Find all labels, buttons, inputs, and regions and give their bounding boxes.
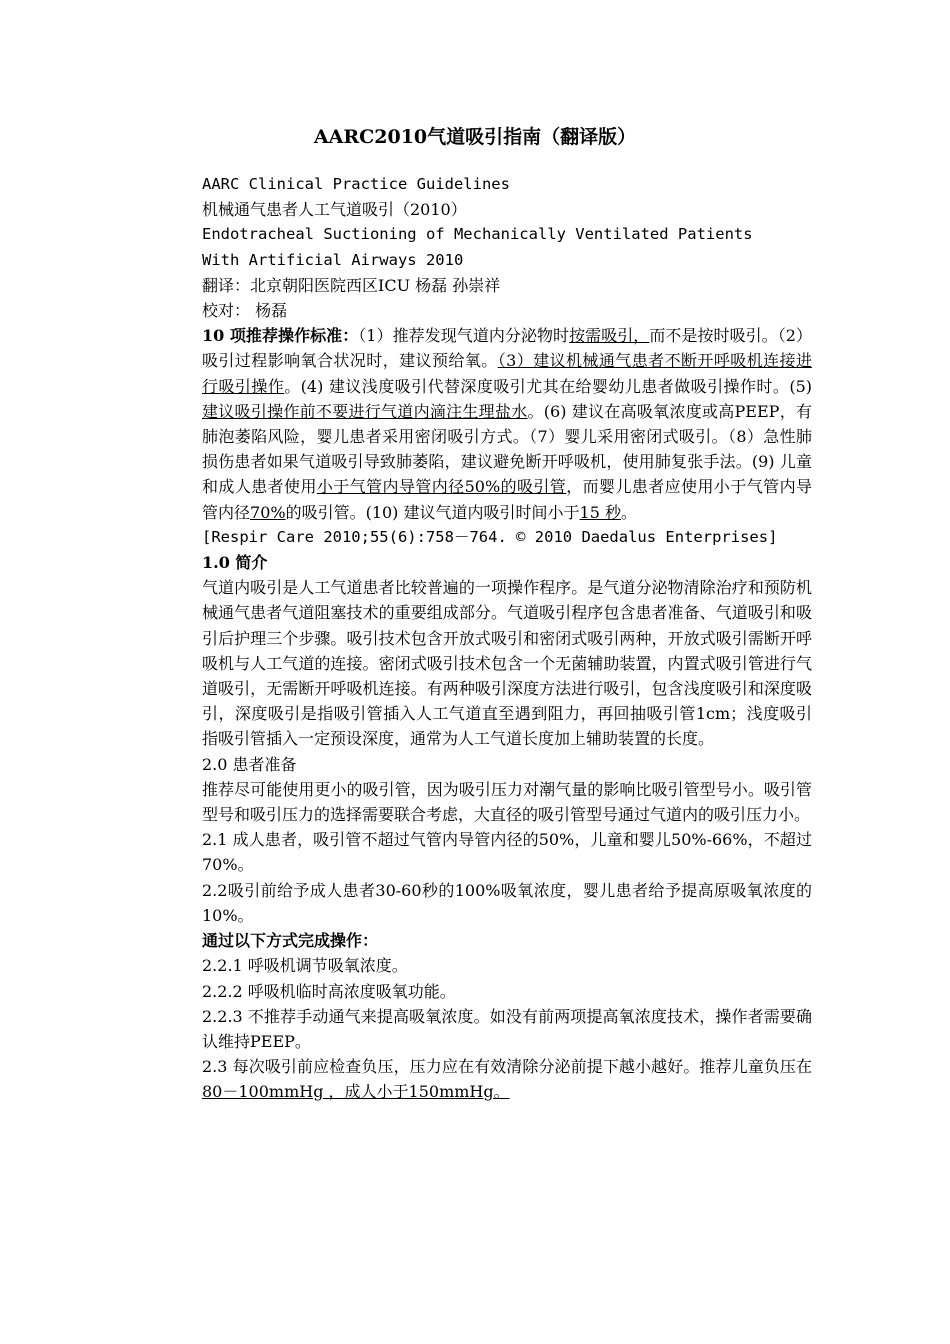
item-2-2-3: 2.2.3 不推荐手动通气来提高吸氧浓度。如没有前两项提高氧浓度技术，操作者需要确认维持PEEP。 (202, 1006, 812, 1051)
document-body (202, 172, 812, 1105)
guideline-name-cn: 机械通气患者人工气道吸引（2010） (202, 200, 467, 220)
item-2-2-2: 2.2.2 呼吸机临时高浓度吸氧功能。 (202, 981, 456, 1001)
guideline-title-en-2: With Artificial Airways 2010 (202, 250, 464, 269)
section-1-text: 气道内吸引是人工气道患者比较普遍的一项操作程序。是气道分泌物清除治疗和预防机械通气患者气道阻塞技术的重要组成部分。气道吸引程序包含患者准备、气道吸引和吸引后护理三个步骤。吸引技术包含开放式吸引和密闭式吸引两种，开放式吸引需断开呼吸机与人工气道的连接。密闭式吸引技术包含一个无菌辅助装置，内置式吸引管进行气道吸引，无需断开呼吸机连接。有两种吸引深度方法进行吸引，包含浅度吸引和深度吸引，深度吸引是指吸引管插入人工气道直至遇到阻力，再回抽吸引管1cm；浅度吸引指吸引管插入一定预设深度，通常为人工气道长度加上辅助装置的长度。 (202, 578, 812, 749)
item-2-3-underline: 80－100mmHg ，成人小于150mmHg。 (202, 1082, 510, 1102)
rec-underline-2: （3）建议机械通气患者不断开呼吸机连接进行吸引操作 (202, 351, 812, 396)
rec-underline-4: 小于气管内导管内径50%的吸引管 (316, 477, 567, 497)
rec-underline-1: 按需吸引， (569, 326, 650, 346)
recommendations-heading: 10 项推荐操作标准： (202, 326, 359, 346)
rec-underline-5: 70% (250, 502, 286, 522)
rec-underline-3: 建议吸引操作前不要进行气道内滴注生理盐水 (202, 401, 528, 421)
methods-heading: 通过以下方式完成操作： (202, 931, 379, 951)
guideline-name: AARC Clinical Practice Guidelines (202, 175, 510, 193)
section-2-text: 推荐尽可能使用更小的吸引管，因为吸引压力对潮气量的影响比吸引管型号小。吸引管型号和吸引压力的选择需要联合考虑，大直径的吸引管型号通过气道内的吸引压力小。 (202, 779, 812, 825)
item-2-1: 2.1 成人患者，吸引管不超过气管内导管内径的50%，儿童和婴儿50%-66%，不超过70%。 (202, 830, 812, 875)
document-title: AARC2010气道吸引指南（翻译版） (313, 126, 637, 148)
rec-text-4: 。(6) 建议在高吸氧浓度或高PEEP，有肺泡萎陷风险，婴儿患者采用密闭吸引方式。（7）婴儿采用密闭式吸引。（8）急性肺损伤患者如果气道吸引导致肺萎陷，建议避免断开呼吸机，使用肺复张手法。(9) 儿童和成人患者使用 (202, 401, 812, 497)
translator-line: 翻译：北京朝阳医院西区ICU 杨磊 孙崇祥 (202, 275, 501, 295)
rec-text-7: 。 (620, 502, 637, 522)
recommendations-paragraph (202, 323, 812, 525)
rec-text-3: 。(4) 建议浅度吸引代替深度吸引尤其在给婴幼儿患者做吸引操作时。(5) (284, 376, 812, 396)
section-1-heading: 1.0 简介 (202, 553, 268, 573)
rec-underline-6: 15 秒 (579, 502, 621, 522)
rec-text-2: 而不是按时吸引。（2）吸引过程影响氧合状况时，建议预给氧。 (202, 326, 812, 371)
section-2-heading: 2.0 患者准备 (202, 754, 297, 774)
citation-reference: [Respir Care 2010;55(6):758－764. © 2010 Daedalus Enterprises] (202, 527, 778, 546)
item-2-2-1: 2.2.1 呼吸机调节吸氧浓度。 (202, 956, 408, 976)
item-2-2: 2.2吸引前给予成人患者30-60秒的100%吸氧浓度，婴儿患者给予提高原吸氧浓度的10%。 (202, 880, 812, 925)
rec-text-1: （1）推荐发现气道内分泌物时 (358, 326, 570, 346)
proofreader-line: 校对： 杨磊 (202, 301, 288, 321)
item-2-3-text: 2.3 每次吸引前应检查负压，压力应在有效清除分泌前提下越小越好。推荐儿童负压在 (202, 1057, 812, 1077)
rec-text-6: 的吸引管。(10) 建议气道内吸引时间小于 (285, 502, 580, 522)
rec-text-5: ，而婴儿患者应使用小于气管内导管内径 (202, 477, 812, 522)
item-2-3 (202, 1054, 812, 1104)
guideline-title-en-1: Endotracheal Suctioning of Mechanically Ventilated Patients (202, 225, 753, 244)
